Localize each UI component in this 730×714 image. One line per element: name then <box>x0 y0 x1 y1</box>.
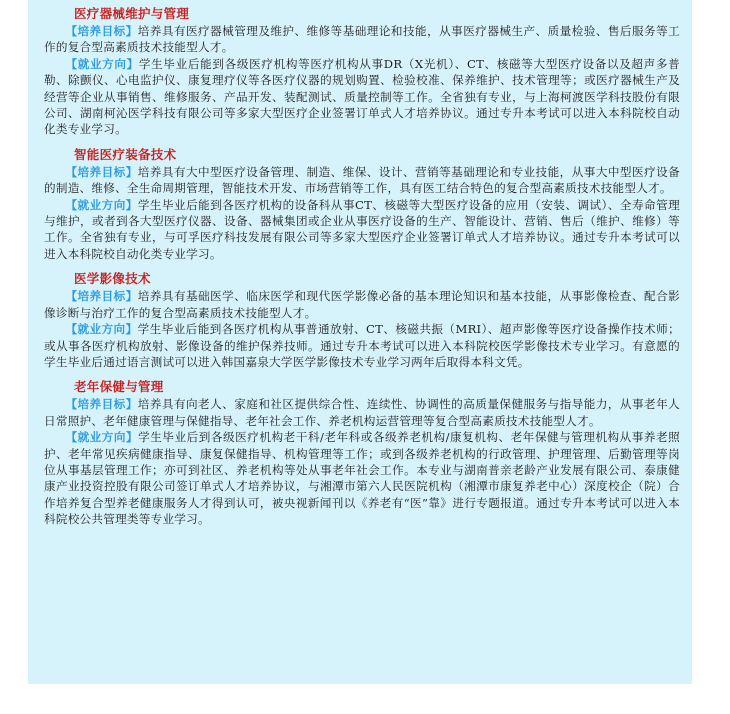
content-panel <box>28 0 692 684</box>
section-title: 智能医疗装备技术 <box>74 146 177 162</box>
career-direction-label: 【就业方向】 <box>65 322 138 337</box>
section-title: 老年保健与管理 <box>74 379 164 395</box>
section-title: 医疗器械维护与管理 <box>74 6 190 21</box>
training-goal-label: 【培养目标】 <box>65 24 138 38</box>
section-title: 医学影像技术 <box>74 271 151 287</box>
training-goal-paragraph <box>44 23 680 56</box>
career-direction-text: 学生毕业后能到各医疗机构的设备科从事CT、核磁等大型医疗设备的应用（安装、调试）、全寿命管理与维护，或者到各大型医疗仪器、设备、器械集团或企业从事医疗设备的生产、智能设计、营销、售后（维护、维修）等工作。全省独有专业，与可孚医疗科技发展有限公司等多家大型医疗企业签署订单式人才培养协议。通过专升本考试可以进入本科院校自动化类专业学习。 <box>44 197 680 261</box>
career-direction-text: 学生毕业后到各级医疗机构老干科/老年科或各级养老机构/康复机构、老年保健与管理机构从事养老照护、老年常见疾病健康指导、康复保健指导、机构管理等工作；或到各级养老机构的行政管理、护理管理、后勤管理等岗位从事基层管理工作；亦可到社区、养老机构等处从事老年社会工作。本专业与湖南普亲老龄产业发展有限公司、泰康健康产业投资控股有限公司签订单式人才培养协议，与湘潭市第六人民医院机构（湘潭市康复养老中心）深度校企（院）合作培养复合型养老健康服务人才得到认可，被央视新闻刊以《养老有“医”靠》进行专题报道。通过专升本考试可以进入本科院校公共管理类等专业学习。 <box>44 430 680 527</box>
training-goal-label: 【培养目标】 <box>65 397 138 412</box>
section-medical-device-maintenance <box>44 6 680 138</box>
career-direction-paragraph <box>44 197 680 263</box>
career-direction-paragraph <box>44 429 680 527</box>
training-goal-paragraph <box>44 164 680 197</box>
training-goal-text: 培养具有大中型医疗设备管理、制造、维保、设计、营销等基础理论和专业技能，从事大中型医疗设备的制造、维修、全生命周期管理，智能技术开发、市场营销等工作，具有医工结合特色的复合型高素质技术技能型人才。 <box>44 164 680 196</box>
section-elderly-care-management <box>44 379 680 527</box>
training-goal-text: 培养具有基础医学、临床医学和现代医学影像必备的基本理论知识和基本技能，从事影像检查、配合影像诊断与治疗工作的复合型高素质技术技能型人才。 <box>44 289 680 320</box>
section-smart-medical-equipment <box>44 147 680 262</box>
training-goal-paragraph <box>44 288 680 321</box>
career-direction-label: 【就业方向】 <box>65 197 138 212</box>
career-direction-paragraph <box>44 56 680 138</box>
career-direction-paragraph <box>44 321 680 370</box>
career-direction-text: 学生毕业后能到各医疗机构从事普通放射、CT、核磁共振（MRI）、超声影像等医疗设备操作技术师；或从事各医疗机构放射、影像设备的维护保养技师。通过专升本考试可以进入本科院校医学影像技术专业学习。有意愿的学生毕业后通过语言测试可以进入韩国嘉泉大学医学影像技术专业学习两年后取得本科文凭。 <box>44 322 680 369</box>
career-direction-text: 学生毕业后能到各级医疗机构等医疗机构从事DR（X光机）、CT、核磁等大型医疗设备以及超声多普勒、除颤仪、心电监护仪、康复理疗仪等各医疗仪器的规划购置、检验校准、保养维护、技术管理等；或医疗器械生产及经营等企业从事销售、维修服务、产品开发、装配测试、质量控制等工作。全省独有专业，与上海柯渡医学科技股份有限公司、湖南柯沁医学科技有限公司等多家大型医疗企业签署订单式人才培养协议。通过专升本考试可以进入本科院校自动化类专业学习。 <box>44 56 680 137</box>
training-goal-label: 【培养目标】 <box>65 289 138 304</box>
training-goal-text: 培养具有医疗器械管理及维护、维修等基础理论和技能，从事医疗器械生产、质量检验、售后服务等工作的复合型高素质技术技能型人才。 <box>44 24 680 55</box>
training-goal-paragraph <box>44 396 680 429</box>
career-direction-label: 【就业方向】 <box>65 56 139 71</box>
training-goal-label: 【培养目标】 <box>65 164 138 179</box>
training-goal-text: 培养具有向老人、家庭和社区提供综合性、连续性、协调性的高质量保健服务与指导能力，从事老年人日常照护、老年健康管理与保健指导、老年社会工作、养老机构运营管理等复合型高素质技术技能型人才。 <box>44 397 680 428</box>
section-medical-imaging <box>44 271 680 370</box>
career-direction-label: 【就业方向】 <box>65 430 139 445</box>
